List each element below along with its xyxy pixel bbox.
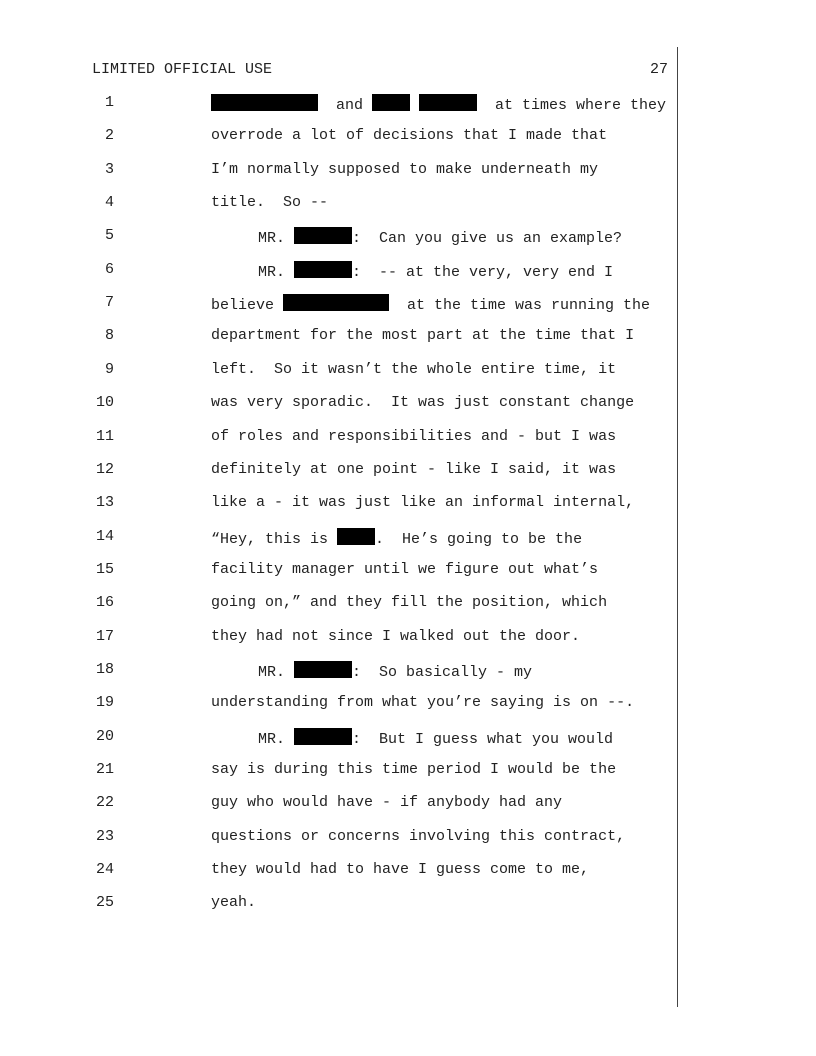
transcript-line: [0, 628, 816, 648]
line-number: 13: [95, 494, 114, 512]
line-text: [211, 594, 607, 611]
line-number: 20: [95, 727, 114, 745]
transcript-line: [0, 861, 816, 881]
redaction-block: [294, 661, 352, 678]
line-number: 5: [104, 227, 114, 245]
line-number: 18: [95, 660, 114, 678]
line-number: 8: [104, 327, 114, 345]
line-text: [258, 661, 532, 681]
line-number: 14: [95, 527, 114, 545]
text-segment: “Hey, this is: [211, 530, 338, 548]
text-segment: department for the most part at the time that I: [211, 327, 635, 345]
transcript-line: [0, 227, 816, 247]
transcript-line: [0, 561, 816, 581]
text-segment: MR.: [258, 230, 295, 248]
text-segment: title. So --: [211, 194, 329, 212]
line-text: [211, 861, 589, 878]
header-classification: LIMITED OFFICIAL USE: [92, 61, 273, 78]
line-text: [211, 94, 666, 114]
text-segment: left. So it wasn’t the whole entire time, it: [211, 360, 617, 378]
redaction-block: [211, 94, 318, 111]
line-text: [211, 194, 328, 211]
transcript-line: [0, 161, 816, 181]
line-text: [211, 161, 598, 178]
redaction-block: [372, 94, 410, 111]
transcript-line: [0, 428, 816, 448]
line-number: 25: [95, 894, 114, 912]
line-text: [211, 561, 598, 578]
line-text: [258, 728, 613, 748]
line-text: [211, 794, 562, 811]
text-segment: definitely at one point - like I said, it was: [211, 460, 617, 478]
transcript-line: [0, 828, 816, 848]
text-segment: MR.: [258, 263, 295, 281]
transcript-line: [0, 594, 816, 614]
line-number: 15: [95, 560, 114, 578]
transcript-line: [0, 261, 816, 281]
line-text: [211, 327, 634, 344]
transcript-line: [0, 94, 816, 114]
line-number: 4: [104, 194, 114, 212]
text-segment: and: [318, 97, 373, 114]
line-text: [258, 227, 622, 247]
redaction-block: [337, 528, 375, 545]
line-number: 6: [104, 260, 114, 278]
line-number: 11: [95, 427, 114, 445]
transcript-line: [0, 694, 816, 714]
line-number: 16: [95, 594, 114, 612]
transcript-line: [0, 361, 816, 381]
line-text: [211, 494, 634, 511]
transcript-line: [0, 394, 816, 414]
line-text: [211, 894, 256, 911]
redaction-block: [419, 94, 477, 111]
line-text: [211, 628, 580, 645]
line-text: [211, 394, 634, 411]
line-number: 1: [104, 94, 114, 111]
line-number: 23: [95, 827, 114, 845]
text-segment: of roles and responsibilities and - but I was: [211, 427, 617, 445]
transcript-line: [0, 194, 816, 214]
text-segment: : So basically - my: [352, 663, 533, 681]
line-text: [211, 461, 616, 478]
text-segment: : -- at the very, very end I: [352, 263, 614, 281]
text-segment: at times where they: [477, 97, 667, 114]
redaction-block: [294, 261, 352, 278]
line-number: 7: [104, 294, 114, 312]
text-segment: at the time was running the: [389, 297, 651, 315]
line-number: 21: [95, 761, 114, 778]
line-text: [211, 127, 607, 144]
text-segment: they had not since I walked out the door.: [211, 627, 581, 645]
line-number: 12: [95, 460, 114, 478]
transcript-line: [0, 728, 816, 748]
line-number: 19: [95, 694, 114, 712]
text-segment: say is during this time period I would be the: [211, 761, 617, 778]
line-number: 24: [95, 861, 114, 879]
redaction-block: [283, 294, 389, 311]
text-segment: yeah.: [211, 894, 257, 912]
line-number: 2: [104, 127, 114, 145]
text-segment: MR.: [258, 663, 295, 681]
transcript-line: [0, 294, 816, 314]
redaction-block: [294, 728, 352, 745]
transcript-line: [0, 794, 816, 814]
text-segment: : But I guess what you would: [352, 730, 614, 748]
text-segment: questions or concerns involving this contract,: [211, 827, 626, 845]
transcript-line: [0, 528, 816, 548]
text-segment: going on,” and they fill the position, which: [211, 594, 608, 612]
line-number: 22: [95, 794, 114, 812]
line-text: [211, 694, 634, 711]
line-text: [211, 294, 650, 314]
text-segment: MR.: [258, 730, 295, 748]
transcript-line: [0, 661, 816, 681]
text-segment: . He’s going to be the: [375, 530, 583, 548]
transcript-line: [0, 461, 816, 481]
line-number: 3: [104, 160, 114, 178]
transcript-line: [0, 761, 816, 781]
line-text: [211, 828, 625, 845]
line-number: 9: [104, 360, 114, 378]
line-text: [211, 528, 582, 548]
transcript-line: [0, 894, 816, 914]
text-segment: overrode a lot of decisions that I made that: [211, 127, 608, 145]
text-segment: was very sporadic. It was just constant change: [211, 394, 635, 412]
text-segment: believe: [211, 297, 284, 315]
text-segment: [410, 97, 419, 114]
text-segment: : Can you give us an example?: [352, 230, 623, 248]
page-number: 27: [649, 61, 668, 78]
text-segment: facility manager until we figure out what’s: [211, 560, 599, 578]
line-text: [211, 761, 616, 778]
transcript-line: [0, 127, 816, 147]
text-segment: understanding from what you’re saying is on --.: [211, 694, 635, 712]
text-segment: I’m normally supposed to make underneath my: [211, 160, 599, 178]
text-segment: they would had to have I guess come to me,: [211, 861, 590, 879]
text-segment: guy who would have - if anybody had any: [211, 794, 563, 812]
text-segment: like a - it was just like an informal internal,: [211, 494, 635, 512]
line-text: [211, 361, 616, 378]
transcript-line: [0, 494, 816, 514]
line-text: [258, 261, 613, 281]
transcript-line: [0, 327, 816, 347]
line-number: 17: [95, 627, 114, 645]
line-number: 10: [95, 394, 114, 412]
redaction-block: [294, 227, 352, 244]
line-text: [211, 428, 616, 445]
